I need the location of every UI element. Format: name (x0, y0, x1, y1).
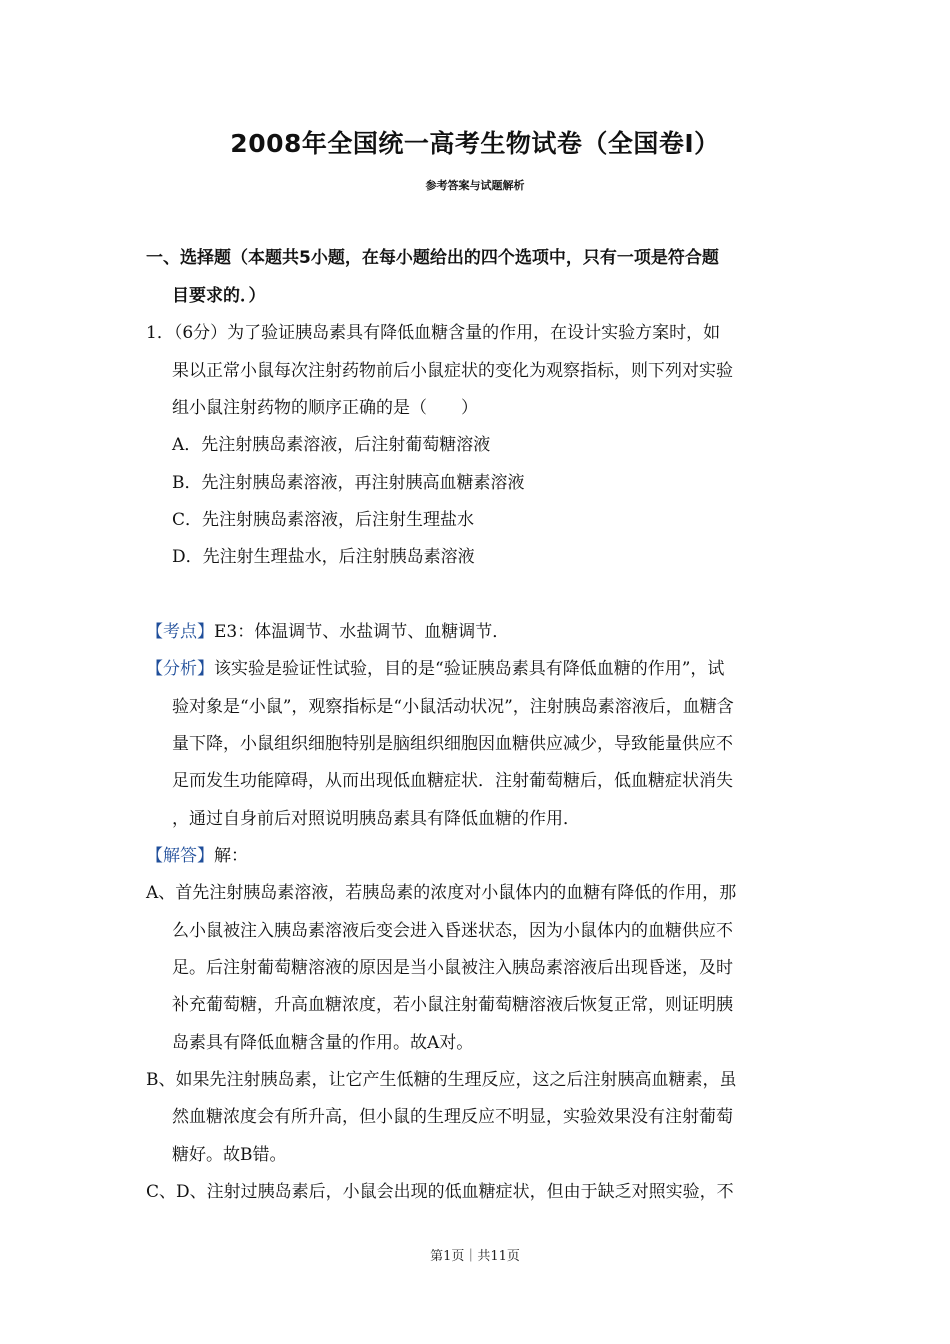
answer-a-line-3: 足。后注射葡萄糖溶液的原因是当小鼠被注入胰岛素溶液后出现昏迷，及时 (172, 958, 733, 978)
option-b: B．先注射胰岛素溶液，再注射胰高血糖素溶液 (172, 473, 525, 493)
fenxi-row (146, 658, 724, 680)
answer-a-line-5: 岛素具有降低血糖含量的作用。故A对。 (172, 1033, 474, 1053)
answer-a-line-4: 补充葡萄糖，升高血糖浓度，若小鼠注射葡萄糖溶液后恢复正常，则证明胰 (172, 995, 733, 1015)
page-subtitle: 参考答案与试题解析 (425, 179, 525, 192)
option-a: A．先注射胰岛素溶液，后注射葡萄糖溶液 (172, 435, 491, 455)
answer-b-line-1: B、如果先注射胰岛素，让它产生低糖的生理反应，这之后注射胰高血糖素，虽 (146, 1070, 737, 1090)
kaodian-tag: 【考点】 (146, 622, 214, 642)
fenxi-tag: 【分析】 (146, 659, 214, 679)
question-stem-line-3: 组小鼠注射药物的顺序正确的是（ ） (172, 398, 478, 418)
fenxi-line-4: 足而发生功能障碍，从而出现低血糖症状．注射葡萄糖后，低血糖症状消失 (172, 771, 733, 791)
jieda-tag: 【解答】 (146, 846, 214, 866)
answer-b-line-2: 然血糖浓度会有所升高，但小鼠的生理反应不明显，实验效果没有注射葡萄 (172, 1107, 733, 1127)
section-heading-line-2: 目要求的．） (172, 286, 266, 306)
kaodian-text: E3：体温调节、水盐调节、血糖调节． (214, 622, 510, 642)
answer-cd-line-1: C、D、注射过胰岛素后，小鼠会出现的低血糖症状，但由于缺乏对照实验，不 (146, 1182, 734, 1202)
jieda-text: 解： (214, 846, 248, 866)
section-heading-line-1: 一、选择题（本题共5小题，在每小题给出的四个选项中，只有一项是符合题 (146, 248, 719, 268)
answer-a-line-1: A、首先注射胰岛素溶液，若胰岛素的浓度对小鼠体内的血糖有降低的作用，那 (146, 883, 737, 903)
answer-a-line-2: 么小鼠被注入胰岛素溶液后变会进入昏迷状态，因为小鼠体内的血糖供应不 (172, 921, 733, 941)
page-title: 2008年全国统一高考生物试卷（全国卷Ⅰ） (230, 129, 720, 158)
option-d: D．先注射生理盐水，后注射胰岛素溶液 (172, 547, 475, 567)
fenxi-line-5: ，通过自身前后对照说明胰岛素具有降低血糖的作用． (172, 809, 580, 829)
page-footer: 第1页｜共11页 (430, 1249, 520, 1264)
kaodian-row (146, 621, 509, 643)
fenxi-line-3: 量下降，小鼠组织细胞特别是脑组织细胞因血糖供应减少，导致能量供应不 (172, 734, 733, 754)
question-stem-line-2: 果以正常小鼠每次注射药物前后小鼠症状的变化为观察指标，则下列对实验 (172, 361, 733, 381)
answer-b-line-3: 糖好。故B错。 (172, 1145, 287, 1165)
question-stem-line-1: 1．（6分）为了验证胰岛素具有降低血糖含量的作用，在设计实验方案时，如 (146, 323, 721, 343)
fenxi-line-2: 验对象是“小鼠”，观察指标是“小鼠活动状况”，注射胰岛素溶液后，血糖含 (172, 697, 734, 717)
jieda-row (146, 845, 248, 867)
option-c: C．先注射胰岛素溶液，后注射生理盐水 (172, 510, 475, 530)
fenxi-line-1: 该实验是验证性试验，目的是“验证胰岛素具有降低血糖的作用”，试 (214, 659, 725, 679)
